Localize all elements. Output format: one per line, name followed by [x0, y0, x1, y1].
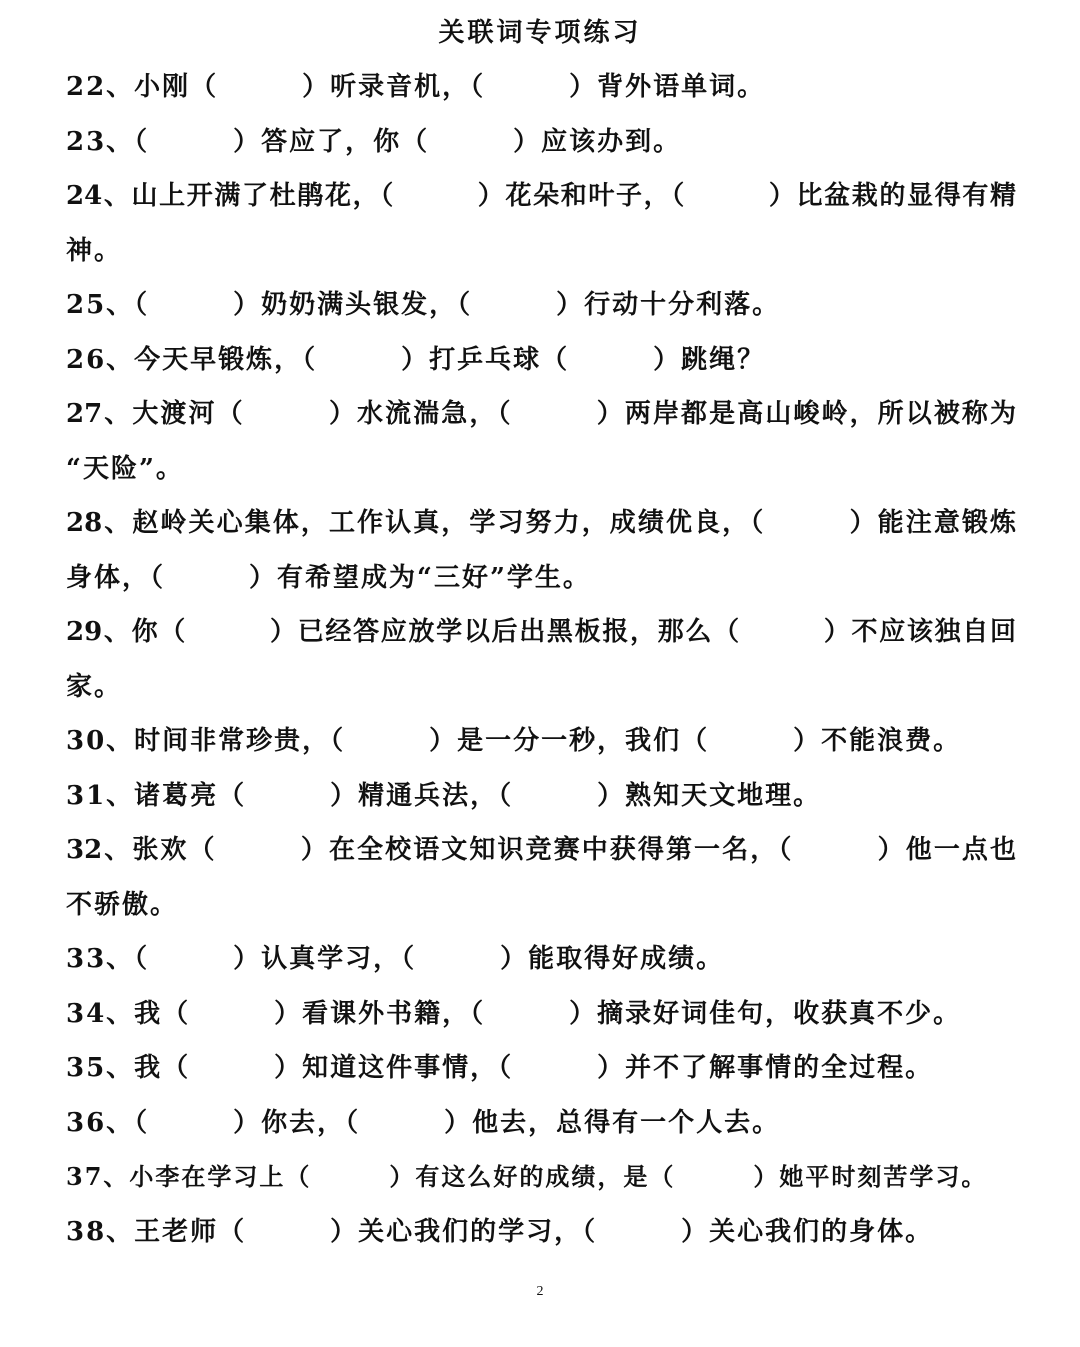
exercise-line-27: 27、大渡河（ ）水流湍急，（ ）两岸都是高山峻岭，所以被称为: [66, 399, 1016, 429]
exercise-line-36: 36、（ ）你去，（ ）他去，总得有一个人去。: [66, 1107, 781, 1138]
exercise-line-24-cont: 神。: [66, 235, 123, 266]
exercise-line-30: 30、时间非常珍贵，（ ）是一分一秒，我们（ ）不能浪费。: [66, 726, 962, 756]
exercise-line-27-cont: “天险”。: [66, 453, 184, 484]
exercise-line-28-cont: 身体，（ ）有希望成为“三好”学生。: [66, 562, 591, 593]
exercise-line-31: 31、诸葛亮（ ）精通兵法，（ ）熟知天文地理。: [66, 780, 822, 811]
exercise-line-37: 37、小李在学习上（ ）有这么好的成绩，是（ ）她平时刻苦学习。: [66, 1162, 988, 1191]
page-title: 关联词专项练习: [438, 18, 642, 48]
exercise-line-38: 38、王老师（ ）关心我们的学习，（ ）关心我们的身体。: [66, 1216, 934, 1247]
exercise-line-22: 22、小刚（ ）听录音机，（ ）背外语单词。: [66, 72, 766, 102]
exercise-line-26: 26、今天早锻炼，（ ）打乒乓球（ ）跳绳？: [66, 344, 766, 375]
exercise-line-24: 24、山上开满了杜鹃花，（ ）花朵和叶子，（ ）比盆栽的显得有精: [66, 181, 1016, 211]
exercise-line-29: 29、你（ ）已经答应放学以后出黑板报，那么（ ）不应该独自回: [66, 617, 1016, 647]
exercise-line-29-cont: 家。: [66, 671, 123, 702]
exercise-line-34: 34、我（ ）看课外书籍，（ ）摘录好词佳句，收获真不少。: [66, 998, 962, 1029]
exercise-list: [66, 60, 1016, 1259]
exercise-line-35: 35、我（ ）知道这件事情，（ ）并不了解事情的全过程。: [66, 1053, 934, 1083]
page-number: 2: [536, 1284, 544, 1299]
exercise-line-33: 33、（ ）认真学习，（ ）能取得好成绩。: [66, 944, 725, 974]
exercise-line-32-cont: 不骄傲。: [66, 889, 179, 920]
exercise-line-25: 25、（ ）奶奶满头银发，（ ）行动十分利落。: [66, 290, 781, 320]
exercise-line-32: 32、张欢（ ）在全校语文知识竞赛中获得第一名，（ ）他一点也: [66, 835, 1016, 865]
exercise-line-28: 28、赵岭关心集体，工作认真，学习努力，成绩优良，（ ）能注意锻炼: [66, 508, 1016, 538]
exercise-line-23: 23、（ ）答应了，你（ ）应该办到。: [66, 126, 682, 157]
